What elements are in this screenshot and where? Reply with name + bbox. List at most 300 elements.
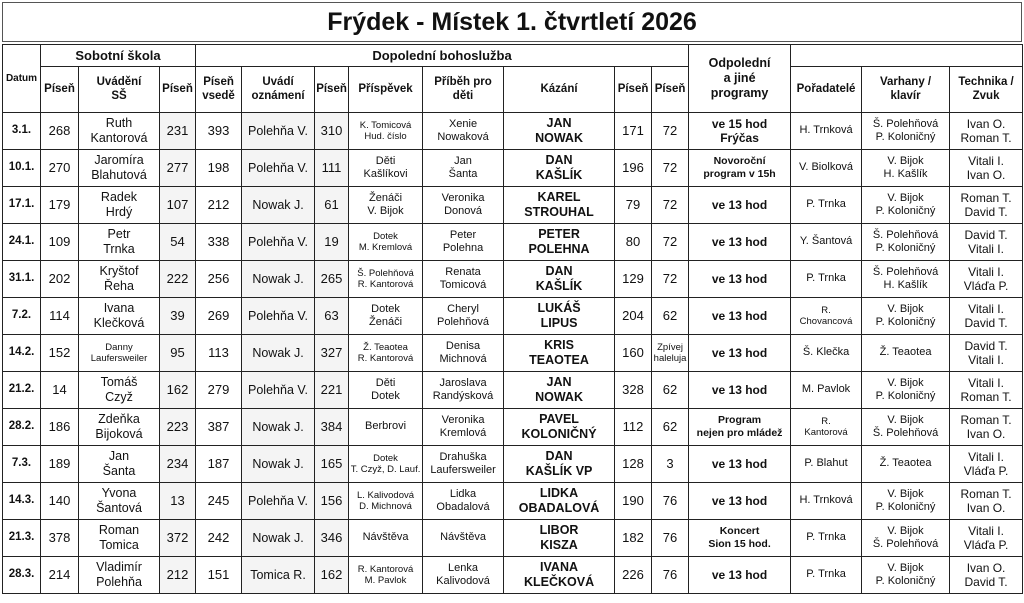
song-cell: 162 — [315, 557, 349, 594]
cell-line: K. Tomicová — [359, 119, 412, 131]
song-cell: 111 — [315, 150, 349, 187]
song-cell: 265 — [315, 261, 349, 298]
song-cell: 13 — [160, 483, 196, 520]
cell-line: Ivan O. — [966, 116, 1006, 131]
cell-line: Vitali I. — [968, 523, 1004, 538]
cell-line: Návštěva — [362, 531, 409, 544]
organizers-cell — [791, 298, 862, 335]
cell-line: P. Koloničný — [875, 316, 936, 328]
afternoon-program-cell — [689, 409, 791, 446]
cell-line: KAŠLÍK — [535, 168, 583, 182]
cell-line: Veronika — [441, 413, 485, 426]
table-row — [3, 224, 1023, 261]
tech-cell — [950, 409, 1023, 446]
song-cell: 231 — [160, 113, 196, 150]
header-pisen: Píseň — [160, 67, 196, 113]
date-cell: 10.1. — [3, 150, 41, 187]
organizers-cell — [791, 150, 862, 187]
sermon-cell — [504, 224, 615, 261]
song-cell: 72 — [652, 150, 689, 187]
cell-line: Tomáš — [100, 375, 138, 389]
cell-line: M. Pavlok — [801, 383, 851, 396]
cell-line: NOWAK — [535, 131, 583, 145]
cell-line: H. Trnková — [799, 494, 853, 507]
contribution-cell — [349, 298, 423, 335]
cell-line: Drahuška — [439, 450, 487, 463]
cell-line: Kašlíkovi — [363, 168, 408, 180]
cell-line: Dotek — [371, 302, 400, 315]
header-line: Varhany / — [879, 75, 932, 88]
cell-line: Šantová — [96, 501, 142, 515]
sermon-cell — [504, 520, 615, 557]
contribution-cell — [349, 483, 423, 520]
kids-story-cell — [423, 261, 504, 298]
tech-cell — [950, 372, 1023, 409]
header-pisen: Píseň — [652, 67, 689, 113]
cell-line: Jaromíra — [94, 153, 144, 167]
cell-line: Laufersweiler — [90, 353, 148, 364]
cell-line: Peter — [449, 228, 477, 241]
cell-line: Vitali I. — [968, 449, 1004, 464]
tech-cell — [950, 520, 1023, 557]
cell-line: Polehna — [442, 242, 484, 254]
cell-line: V. Bijok — [887, 191, 924, 204]
ss-host-cell — [79, 298, 160, 335]
song-cell: 212 — [160, 557, 196, 594]
header-line: Technika / — [958, 75, 1014, 88]
header-odpoledni-line: Odpolední — [708, 56, 771, 70]
song-seated-cell: 279 — [196, 372, 242, 409]
cell-line: Roman T. — [960, 390, 1012, 404]
organ-cell — [862, 298, 950, 335]
header-line: Uvádí — [262, 75, 294, 88]
announcements-cell: Nowak J. — [242, 335, 315, 372]
song-seated-cell: 242 — [196, 520, 242, 557]
date-cell: 21.3. — [3, 520, 41, 557]
cell-line: Hrdý — [105, 205, 133, 219]
afternoon-program-cell — [689, 261, 791, 298]
song-cell: 107 — [160, 187, 196, 224]
cell-line: Sion 15 hod. — [708, 538, 771, 550]
cell-line: Zdeňka — [98, 412, 140, 426]
contribution-cell — [349, 409, 423, 446]
cell-line: Vitali I. — [968, 353, 1004, 367]
organizers-cell — [791, 113, 862, 150]
cell-line: ve 13 hod — [711, 567, 768, 582]
cell-line: DAN — [545, 153, 573, 167]
song-cell: 129 — [615, 261, 652, 298]
song-cell: 72 — [652, 187, 689, 224]
cell-line: Ž. Teaotea — [879, 457, 932, 470]
tech-cell — [950, 150, 1023, 187]
cell-line: IVANA — [540, 560, 579, 574]
cell-line: Polehňová — [437, 316, 490, 328]
cell-line: Vitali I. — [968, 375, 1004, 390]
ss-host-cell — [79, 372, 160, 409]
organ-cell — [862, 372, 950, 409]
organ-cell — [862, 261, 950, 298]
cell-line: Děti — [375, 376, 396, 389]
song-seated-cell: 338 — [196, 224, 242, 261]
cell-line: OBADALOVÁ — [518, 501, 600, 515]
organizers-cell — [791, 483, 862, 520]
sermon-cell — [504, 483, 615, 520]
organ-cell — [862, 446, 950, 483]
afternoon-program-cell — [689, 483, 791, 520]
cell-line: Ž. Teaotea — [363, 341, 408, 353]
cell-line: V. Bijok — [887, 154, 924, 167]
cell-line: P. Trnka — [806, 531, 846, 544]
cell-line: ve 15 hod — [711, 116, 768, 131]
cell-line: Ivan O. — [966, 427, 1006, 441]
cell-line: P. Koloničný — [875, 575, 936, 587]
cell-line: Chovancová — [799, 316, 853, 327]
contribution-cell — [349, 224, 423, 261]
song-cell: 128 — [615, 446, 652, 483]
organizers-cell — [791, 409, 862, 446]
cell-line: LIDKA — [539, 486, 579, 500]
cell-line: Cheryl — [447, 302, 479, 315]
song-cell: 310 — [315, 113, 349, 150]
organizers-cell — [791, 557, 862, 594]
tech-cell — [950, 335, 1023, 372]
header-line: oznámení — [251, 89, 305, 102]
cell-line: KISZA — [540, 538, 578, 552]
cell-line: Ženáči — [369, 316, 403, 328]
organizers-cell — [791, 261, 862, 298]
cell-line: David T. — [964, 205, 1008, 219]
cell-line: David T. — [964, 575, 1008, 589]
organizers-cell — [791, 446, 862, 483]
header-uvadeni-ss — [79, 67, 160, 113]
song-cell: 171 — [615, 113, 652, 150]
cell-line: Vladimír — [96, 560, 142, 574]
cell-line: Obadalová — [436, 501, 490, 513]
cell-line: haleluja — [653, 353, 687, 364]
cell-line: Renata — [445, 265, 481, 278]
cell-line: Xenie — [448, 117, 478, 130]
cell-line: Roman — [98, 523, 140, 537]
contribution-cell — [349, 520, 423, 557]
cell-line: P. Blahut — [804, 457, 848, 470]
afternoon-program-cell — [689, 187, 791, 224]
ss-host-cell — [79, 446, 160, 483]
afternoon-program-cell — [689, 298, 791, 335]
header-group-sobotni-skola: Sobotní škola — [41, 45, 196, 67]
sermon-cell — [504, 557, 615, 594]
song-cell: 79 — [615, 187, 652, 224]
song-cell: 162 — [160, 372, 196, 409]
header-datum: Datum — [3, 45, 41, 113]
cell-line: Danny — [105, 341, 133, 353]
cell-line: Petr — [107, 227, 131, 241]
announcements-cell: Nowak J. — [242, 409, 315, 446]
cell-line: Tomicová — [439, 279, 487, 291]
cell-line: Novoroční — [713, 155, 766, 168]
cell-line: Zpívej — [657, 341, 683, 353]
cell-line: P. Koloničný — [875, 131, 936, 143]
header-pribeh — [423, 67, 504, 113]
date-cell: 21.2. — [3, 372, 41, 409]
kids-story-cell — [423, 187, 504, 224]
cell-line: V. Bijok — [887, 561, 924, 574]
organ-cell — [862, 113, 950, 150]
cell-line: Kremlová — [439, 427, 487, 439]
kids-story-cell — [423, 483, 504, 520]
afternoon-program-cell — [689, 446, 791, 483]
song-cell: 109 — [41, 224, 79, 261]
header-line: vsedě — [202, 89, 235, 102]
organ-cell — [862, 150, 950, 187]
header-kazani: Kázání — [504, 67, 615, 113]
cell-line: NOWAK — [535, 390, 583, 404]
ss-host-cell — [79, 557, 160, 594]
cell-line: Vitali I. — [968, 264, 1004, 279]
header-pisen: Píseň — [615, 67, 652, 113]
cell-line: KAŠLÍK VP — [525, 464, 593, 478]
cell-line: Tomica — [99, 538, 139, 552]
song-cell: 222 — [160, 261, 196, 298]
header-uvadi-oznameni — [242, 67, 315, 113]
cell-line: Roman T. — [960, 486, 1012, 501]
organizers-cell — [791, 335, 862, 372]
announcements-cell: Polehňa V. — [242, 298, 315, 335]
kids-story-cell — [423, 372, 504, 409]
song-cell: 223 — [160, 409, 196, 446]
cell-line: Y. Šantová — [799, 235, 853, 248]
cell-line: nejen pro mládež — [696, 427, 783, 439]
date-cell: 14.3. — [3, 483, 41, 520]
cell-line: Michnová — [439, 353, 487, 365]
cell-line: Vláďa P. — [963, 538, 1009, 552]
cell-line: Veronika — [441, 191, 485, 204]
cell-line: JAN — [546, 375, 572, 389]
table-row — [3, 150, 1023, 187]
song-cell: 160 — [615, 335, 652, 372]
cell-line: ve 13 hod — [711, 345, 768, 360]
song-cell: 72 — [652, 224, 689, 261]
song-seated-cell: 198 — [196, 150, 242, 187]
organ-cell — [862, 224, 950, 261]
cell-line: R. — [821, 415, 831, 427]
song-cell: 54 — [160, 224, 196, 261]
cell-line: R. Kantorová — [357, 279, 414, 290]
organ-cell — [862, 409, 950, 446]
cell-line: Kantorová — [90, 131, 148, 145]
sermon-cell — [504, 298, 615, 335]
cell-line: Vitali I. — [968, 153, 1004, 168]
song-cell: 72 — [652, 113, 689, 150]
cell-line: DAN — [545, 449, 573, 463]
song-cell: 156 — [315, 483, 349, 520]
cell-line: P. Trnka — [806, 568, 846, 581]
cell-line: Š. Polehňová — [872, 265, 939, 278]
cell-line: V. Bijok — [887, 487, 924, 500]
song-cell: 214 — [41, 557, 79, 594]
tech-cell — [950, 113, 1023, 150]
cell-line: Dotek — [371, 390, 400, 402]
cell-line: PETER — [538, 227, 580, 241]
ss-host-cell — [79, 187, 160, 224]
cell-line: Vláďa P. — [963, 464, 1009, 478]
cell-line: Bijoková — [95, 427, 143, 441]
sermon-cell — [504, 335, 615, 372]
song-cell: 72 — [652, 261, 689, 298]
header-poradatele: Pořadatelé — [791, 67, 862, 113]
cell-line: Radek — [100, 190, 138, 204]
song-seated-cell: 387 — [196, 409, 242, 446]
cell-line: P. Trnka — [806, 272, 846, 285]
cell-line: P. Koloničný — [875, 501, 936, 513]
date-cell: 3.1. — [3, 113, 41, 150]
ss-host-cell — [79, 224, 160, 261]
cell-line: M. Pavlok — [364, 575, 407, 586]
song-cell: 3 — [652, 446, 689, 483]
song-cell: 61 — [315, 187, 349, 224]
table-row — [3, 483, 1023, 520]
song-cell: 190 — [615, 483, 652, 520]
cell-line: DAN — [545, 264, 573, 278]
kids-story-cell — [423, 520, 504, 557]
kids-story-cell — [423, 113, 504, 150]
ss-host-cell — [79, 261, 160, 298]
date-cell: 17.1. — [3, 187, 41, 224]
sermon-cell — [504, 261, 615, 298]
song-cell: 76 — [652, 483, 689, 520]
sermon-cell — [504, 187, 615, 224]
song-seated-cell: 151 — [196, 557, 242, 594]
table-row — [3, 520, 1023, 557]
cell-line: Jaroslava — [439, 376, 487, 389]
cell-line: M. Kremlová — [358, 242, 413, 253]
schedule-body — [3, 113, 1023, 594]
table-row — [3, 446, 1023, 483]
cell-line: POLEHNA — [528, 242, 590, 256]
header-line: klavír — [890, 89, 921, 102]
cell-line: V. Bijok — [887, 376, 924, 389]
cell-line: H. Kašlík — [883, 279, 928, 291]
cell-line: Roman T. — [960, 131, 1012, 145]
sermon-cell — [504, 113, 615, 150]
cell-line: Jan — [454, 154, 472, 167]
table-row — [3, 372, 1023, 409]
cell-line: Program — [717, 414, 762, 427]
song-cell: 221 — [315, 372, 349, 409]
song-cell: 186 — [41, 409, 79, 446]
cell-line: Klečková — [93, 316, 145, 330]
announcements-cell: Tomica R. — [242, 557, 315, 594]
sermon-cell — [504, 372, 615, 409]
cell-line: Dotek — [373, 452, 398, 464]
cell-line: P. Koloničný — [875, 242, 936, 254]
header-group-odpoledni — [689, 45, 791, 113]
table-row — [3, 113, 1023, 150]
table-row — [3, 187, 1023, 224]
cell-line: Ivan O. — [966, 501, 1006, 515]
cell-line: Ruth — [105, 116, 133, 130]
cell-line: Ž. Teaotea — [879, 346, 932, 359]
kids-story-cell — [423, 446, 504, 483]
cell-line: KAREL — [537, 190, 581, 204]
cell-line: Vláďa P. — [963, 279, 1009, 293]
cell-line: Ivan O. — [966, 168, 1006, 182]
organizers-cell — [791, 372, 862, 409]
song-cell: 226 — [615, 557, 652, 594]
header-line: Uvádění — [96, 75, 142, 88]
cell-line: LIBOR — [539, 523, 579, 537]
kids-story-cell — [423, 335, 504, 372]
kids-story-cell — [423, 150, 504, 187]
song-seated-cell: 212 — [196, 187, 242, 224]
afternoon-program-cell — [689, 335, 791, 372]
song-cell: 384 — [315, 409, 349, 446]
header-line: Zvuk — [972, 89, 1000, 102]
date-cell: 31.1. — [3, 261, 41, 298]
ss-host-cell — [79, 150, 160, 187]
cell-line: Kryštof — [99, 264, 139, 278]
sermon-cell — [504, 409, 615, 446]
song-cell: 14 — [41, 372, 79, 409]
cell-line: Ženáči — [369, 191, 403, 204]
cell-line: Czyž — [105, 390, 133, 404]
contribution-cell — [349, 557, 423, 594]
date-cell: 7.2. — [3, 298, 41, 335]
contribution-cell — [349, 372, 423, 409]
song-cell: 204 — [615, 298, 652, 335]
sermon-cell — [504, 446, 615, 483]
cell-line: Roman T. — [960, 190, 1012, 205]
cell-line: Š. Polehňová — [872, 117, 939, 130]
afternoon-program-cell — [689, 372, 791, 409]
announcements-cell: Nowak J. — [242, 187, 315, 224]
cell-line: R. Kantorová — [357, 563, 414, 575]
song-cell: 112 — [615, 409, 652, 446]
cell-line: P. Koloničný — [875, 205, 936, 217]
announcements-cell: Nowak J. — [242, 261, 315, 298]
cell-line: T. Czyž, D. Lauf. — [350, 464, 421, 475]
cell-line: Návštěva — [440, 531, 486, 544]
kids-story-cell — [423, 224, 504, 261]
afternoon-program-cell — [689, 224, 791, 261]
song-cell: 277 — [160, 150, 196, 187]
cell-line: Š. Polehňová — [872, 228, 939, 241]
song-cell: 196 — [615, 150, 652, 187]
cell-line: Laufersweiler — [430, 464, 496, 476]
kids-story-cell — [423, 409, 504, 446]
header-prispevek: Příspěvek — [349, 67, 423, 113]
sermon-cell — [504, 150, 615, 187]
song-cell: 378 — [41, 520, 79, 557]
contribution-cell — [349, 150, 423, 187]
cell-line: Řeha — [104, 279, 134, 293]
date-cell: 28.2. — [3, 409, 41, 446]
cell-line: D. Michnová — [359, 501, 412, 512]
organizers-cell — [791, 187, 862, 224]
ss-host-cell — [79, 483, 160, 520]
cell-line: Denisa — [445, 339, 481, 352]
header-odpoledni-line: programy — [710, 86, 769, 100]
tech-cell — [950, 557, 1023, 594]
cell-line: David T. — [964, 338, 1008, 353]
song-seated-cell: 256 — [196, 261, 242, 298]
cell-line: David T. — [964, 316, 1008, 330]
cell-line: P. Koloničný — [875, 390, 936, 402]
cell-line: ve 13 hod — [711, 456, 768, 471]
song-cell: 165 — [315, 446, 349, 483]
organ-cell — [862, 483, 950, 520]
organizers-cell — [791, 520, 862, 557]
song-cell: 189 — [41, 446, 79, 483]
